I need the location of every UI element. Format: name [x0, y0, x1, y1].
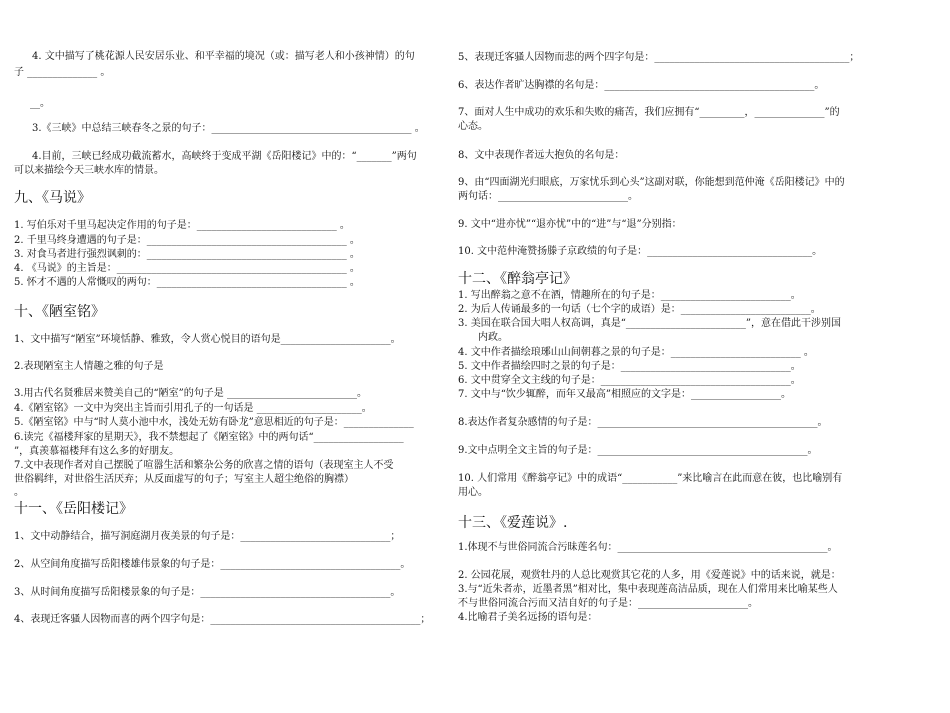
question-line: 4.《陋室铭》一文中为突出主旨而引用孔子的一句话是 _____________________。 [14, 403, 372, 414]
question-line: 2.表现陋室主人情趣之雅的句子是 [14, 361, 164, 372]
question-line: 10. 人们常用《醉翁亭记》中的成语“___________”来比喻言在此而意在彼，也比喻别有 [458, 473, 843, 484]
question-line: 3.用古代名贤雅居来赞美自己的“陋室”的句子是 __________________________。 [14, 388, 367, 399]
question-line: 2. 为后人传诵最多的一句话（七个字的成语）是：__________________________。 [458, 304, 821, 315]
question-line: 3. 对食马者进行强烈讽刺的：________________________________________ 。 [14, 249, 360, 260]
question-line: 2、从空间角度描写岳阳楼雄伟景象的句子是：____________________________________。 [14, 559, 411, 570]
question-line: 4. 《马说》的主旨是：______________________________________________ 。 [14, 263, 360, 274]
question-line: 9. 文中“进亦忧”“退亦忧”中的“进”与“退”分别指： [458, 219, 682, 230]
question-line: 8.表达作者复杂感情的句子是：____________________________________________。 [458, 417, 828, 428]
question-line: 4. 文中描写了桃花源人民安居乐业、和平幸福的境况（或：描写老人和小孩神情）的句 [32, 51, 415, 62]
question-line: 两句话：__________________________。 [458, 191, 638, 202]
question-line: 6.读完《福楼拜家的星期天》，我不禁想起了《陋室铭》中的两句话“__________________ [14, 432, 404, 443]
question-line: 5.《陋室铭》中与“时人莫小池中水，浅处无妨有卧龙”意思相近的句子是：______________ [14, 417, 414, 428]
section-heading-yueyanglouji: 十一、《岳阳楼记》 [14, 501, 133, 517]
question-line: 不与世俗同流合污而又洁自好的句子是：______________________。 [458, 598, 758, 609]
question-line: 2. 千里马终身遭遇的句子是：________________________________________ 。 [14, 235, 360, 246]
question-line: 6、表达作者旷达胸襟的名句是：__________________________________________。 [458, 80, 825, 91]
question-line: 2. 公园花展，观赏牡丹的人总比观赏其它花的人多，用《爱莲说》中的话来说，就是： [458, 570, 841, 581]
question-line: 9、由“四面湖光归眼底，万家忧乐到心头”这副对联，你能想到范仲淹《岳阳楼记》中的 [458, 177, 845, 188]
question-line: __。 [30, 98, 50, 109]
question-line: 3. 美国在联合国大唱人权高调，真是“________________________”，意在借此干涉别国 [458, 318, 841, 329]
question-line: 10. 文中范仲淹赞扬滕子京政绩的句子是：_________________________________。 [458, 246, 823, 257]
question-line: 世俗羁绊，对世俗生活厌弃；从反面虚写的句子；写室主人超尘绝俗的胸襟） [14, 474, 354, 485]
section-heading-loushiming: 十、《陋室铭》 [14, 304, 105, 320]
question-line: 5. 怀才不遇的人常慨叹的两句：______________________________________ 。 [14, 277, 360, 288]
question-line: 4.比喻君子美名远扬的语句是： [458, 612, 598, 623]
question-line: 1、文中动静结合，描写洞庭湖月夜美景的句子是：______________________________； [14, 531, 401, 542]
question-line: 1、文中描写“陋室”环境恬静、雅致，令人赏心悦目的语句是______________________。 [14, 334, 401, 345]
question-line: 3、从时间角度描写岳阳楼景象的句子是：______________________________________。 [14, 587, 401, 598]
section-heading-ailianshuo: 十三、《爱莲说》. [458, 515, 568, 531]
question-line: 4. 文中作者描绘琅琊山山间朝暮之景的句子是：__________________________ 。 [458, 347, 814, 358]
question-line: 7.文中表现作者对自己摆脱了喧嚣生活和繁杂公务的欣喜之情的语句（表现室主人不受 [14, 460, 394, 471]
question-line: 3.《三峡》中总结三峡春冬之景的句子：________________________________________ 。 [32, 123, 425, 134]
question-line: 可以来描绘今天三峡水库的情景。 [14, 165, 164, 176]
question-line: 9.文中点明全文主旨的句子是：__________________________________________。 [458, 445, 818, 456]
section-heading-zuiwengtingji: 十二、《醉翁亭记》 [458, 271, 577, 287]
question-line: 3.与“近朱者赤，近墨者黑”相对比，集中表现莲高洁品质，现在人们常用来比喻某些人 [458, 584, 838, 595]
question-line: 用心。 [458, 487, 488, 498]
question-line: 5、表现迁客骚人因物而悲的两个四字句是：_______________________________________； [458, 52, 860, 63]
question-line: 8、文中表现作者远大抱负的名句是： [458, 150, 625, 161]
question-line: 1.体现不与世俗同流合污昧莲名句：__________________________________________。 [458, 542, 838, 553]
question-line: 4.目前，三峡已经成功截流蓄水，高峡终于变成平湖《岳阳楼记》中的：“_______”两句 [32, 151, 417, 162]
question-line: 子 ______________ 。 [14, 67, 111, 78]
question-line: 内政。 [478, 332, 508, 343]
question-line: 7. 文中与“饮少辄醉，而年又最高”相照应的文字是：__________________。 [458, 389, 791, 400]
question-line: 4、表现迁客骚人因物而喜的两个四字句是：__________________________________________； [14, 614, 431, 625]
question-line: ”，真羡慕福楼拜有这么多的好朋友。 [14, 446, 180, 457]
question-line: 5. 文中作者描绘四时之景的句子是：__________________________________。 [458, 361, 801, 372]
question-line: 1. 写出醉翁之意不在酒，情趣所在的句子是：__________________________。 [458, 290, 801, 301]
question-line: 。 [14, 487, 24, 498]
question-line: 6. 文中贯穿全文主线的句子是：______________________________________。 [458, 375, 801, 386]
question-line: 1. 写伯乐对千里马起决定作用的句子是：____________________________ 。 [14, 220, 350, 231]
question-line: 7、面对人生中成功的欢乐和失败的痛苦，我们应拥有“_________，______________”的 [458, 107, 840, 118]
question-line: 心态。 [458, 121, 488, 132]
section-heading-mashuo: 九、《马说》 [14, 190, 91, 206]
